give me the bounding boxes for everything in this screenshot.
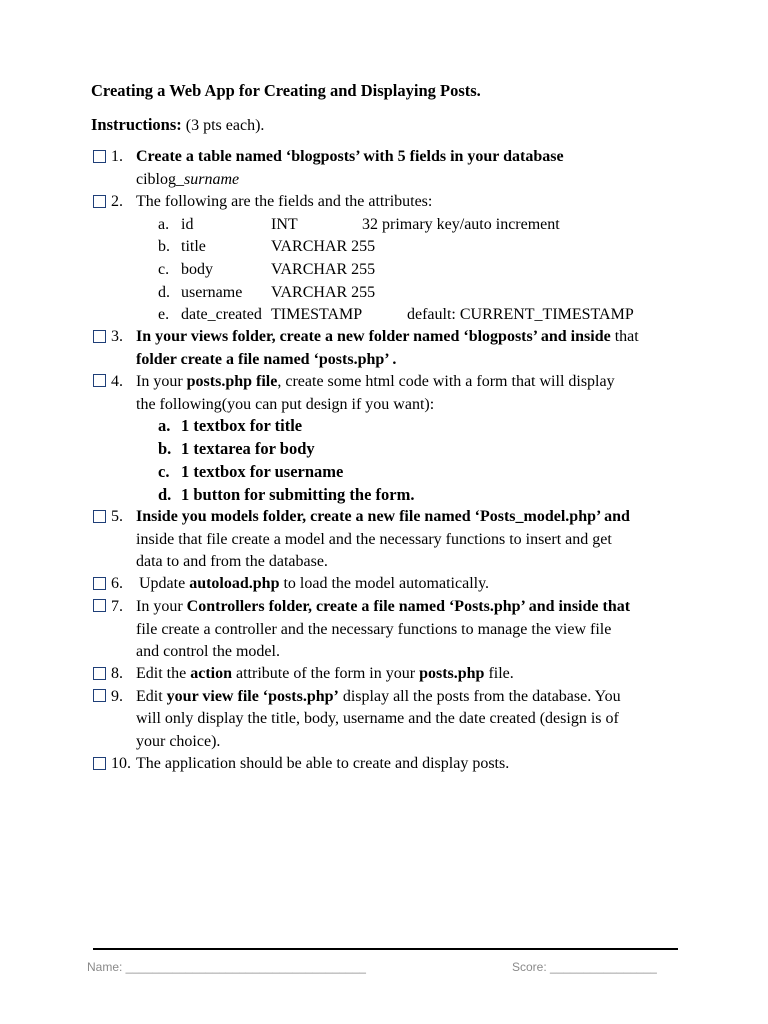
form-item-letter: d. [158,485,172,504]
field-type: VARCHAR 255 [271,238,376,255]
item-number-6: 6. [111,575,123,592]
item-number-2: 2. [111,193,123,210]
item-9-bold: your view file ‘posts.php’ [166,688,339,705]
form-item-text: 1 textbox for username [181,462,344,481]
field-letter: e. [158,306,170,323]
field-extra: default: CURRENT_TIMESTAMP [407,306,634,323]
field-name: username [181,284,243,301]
checkbox-8[interactable] [93,667,106,680]
form-item-text: 1 textbox for title [181,416,303,435]
db-prefix: ciblog_ [136,171,184,188]
item-9-line-3: your choice). [136,733,221,750]
page-title: Creating a Web App for Creating and Displaying Posts. [91,81,481,100]
checkbox-4[interactable] [93,374,106,387]
instructions-line [91,115,264,136]
item-3-line-1 [136,327,639,347]
form-item-letter: c. [158,462,170,481]
score-field[interactable]: Score: ________________ [512,960,657,974]
field-type: VARCHAR 255 [271,284,376,301]
field-letter: a. [158,216,170,233]
field-letter: b. [158,238,170,255]
checkbox-5[interactable] [93,510,106,523]
instructions-label: Instructions: [91,115,182,134]
checkbox-1[interactable] [93,150,106,163]
item-3-plain: that [610,328,639,345]
item-9-line-2: will only display the title, body, username and the date created (design is of [136,710,619,727]
item-4-plain-b: , create some html code with a form that will display [277,373,615,390]
item-8-plain-c: file. [484,665,514,682]
item-number-8: 8. [111,665,123,682]
checkbox-3[interactable] [93,330,106,343]
item-6-plain-a: Update [131,575,190,592]
name-field[interactable]: Name: ____________________________________ [87,960,366,974]
item-10-text: The application should be able to create and display posts. [136,755,510,772]
item-number-4: 4. [111,373,123,390]
item-4-plain-a: In your [136,373,187,390]
field-name: id [181,216,194,233]
field-name: date_created [181,306,262,323]
footer-rule [93,948,678,950]
db-surname: surname [184,171,240,188]
item-3-line-2: folder create a file named ‘posts.php’ . [136,351,397,368]
item-7-bold: Controllers folder, create a file named ‘Posts.php’ and inside that [186,598,631,615]
checkbox-10[interactable] [93,757,106,770]
instructions-note: (3 pts each). [181,117,265,134]
item-3-bold: In your views folder, create a new folder named ‘blogposts’ and inside [136,328,611,345]
field-extra: 32 primary key/auto increment [362,216,560,233]
item-8-text [136,664,514,684]
item-6-plain-b: to load the model automatically. [279,575,490,592]
field-name: body [181,261,213,278]
field-type: VARCHAR 255 [271,261,376,278]
item-4-bold: posts.php file [186,373,278,390]
field-type: TIMESTAMP [271,306,363,323]
form-item-text: 1 textarea for body [181,439,315,458]
item-9-plain-a: Edit [136,688,167,705]
item-2-text: The following are the fields and the attributes: [136,193,433,210]
item-number-9: 9. [111,688,123,705]
checkbox-2[interactable] [93,195,106,208]
item-6-text [131,574,489,594]
item-1-line-2 [136,170,239,190]
field-letter: c. [158,261,170,278]
item-7-line-3: and control the model. [136,643,280,660]
item-8-bold-b: posts.php [419,665,485,682]
checkbox-9[interactable] [93,689,106,702]
item-number-1: 1. [111,148,123,165]
item-7-line-1 [136,597,630,617]
field-name: title [181,238,206,255]
item-4-line-2: the following(you can put design if you want): [136,396,435,413]
form-item-letter: a. [158,416,171,435]
item-6-bold: autoload.php [189,575,280,592]
item-number-5: 5. [111,508,123,525]
item-5-line-3: data to and from the database. [136,553,328,570]
item-7-plain: In your [136,598,187,615]
form-item-text: 1 button for submitting the form. [181,485,415,504]
item-number-10: 10. [111,755,131,772]
item-8-bold-a: action [190,665,232,682]
item-8-plain-a: Edit the [136,665,191,682]
item-9-plain-b: display all the posts from the database. You [338,688,621,705]
item-5-line-2: inside that file create a model and the necessary functions to insert and get [136,531,612,548]
form-item-letter: b. [158,439,172,458]
item-5-line-1: Inside you models folder, create a new file named ‘Posts_model.php’ and [136,508,630,525]
field-letter: d. [158,284,170,301]
item-8-plain-b: attribute of the form in your [232,665,420,682]
item-number-7: 7. [111,598,123,615]
checkbox-6[interactable] [93,577,106,590]
item-7-line-2: file create a controller and the necessary functions to manage the view file [136,621,612,638]
field-type: INT [271,216,298,233]
item-4-line-1 [136,372,615,392]
checkbox-7[interactable] [93,599,106,612]
item-number-3: 3. [111,328,123,345]
item-9-line-1 [136,687,621,707]
item-1-line-1: Create a table named ‘blogposts’ with 5 fields in your database [136,148,564,165]
